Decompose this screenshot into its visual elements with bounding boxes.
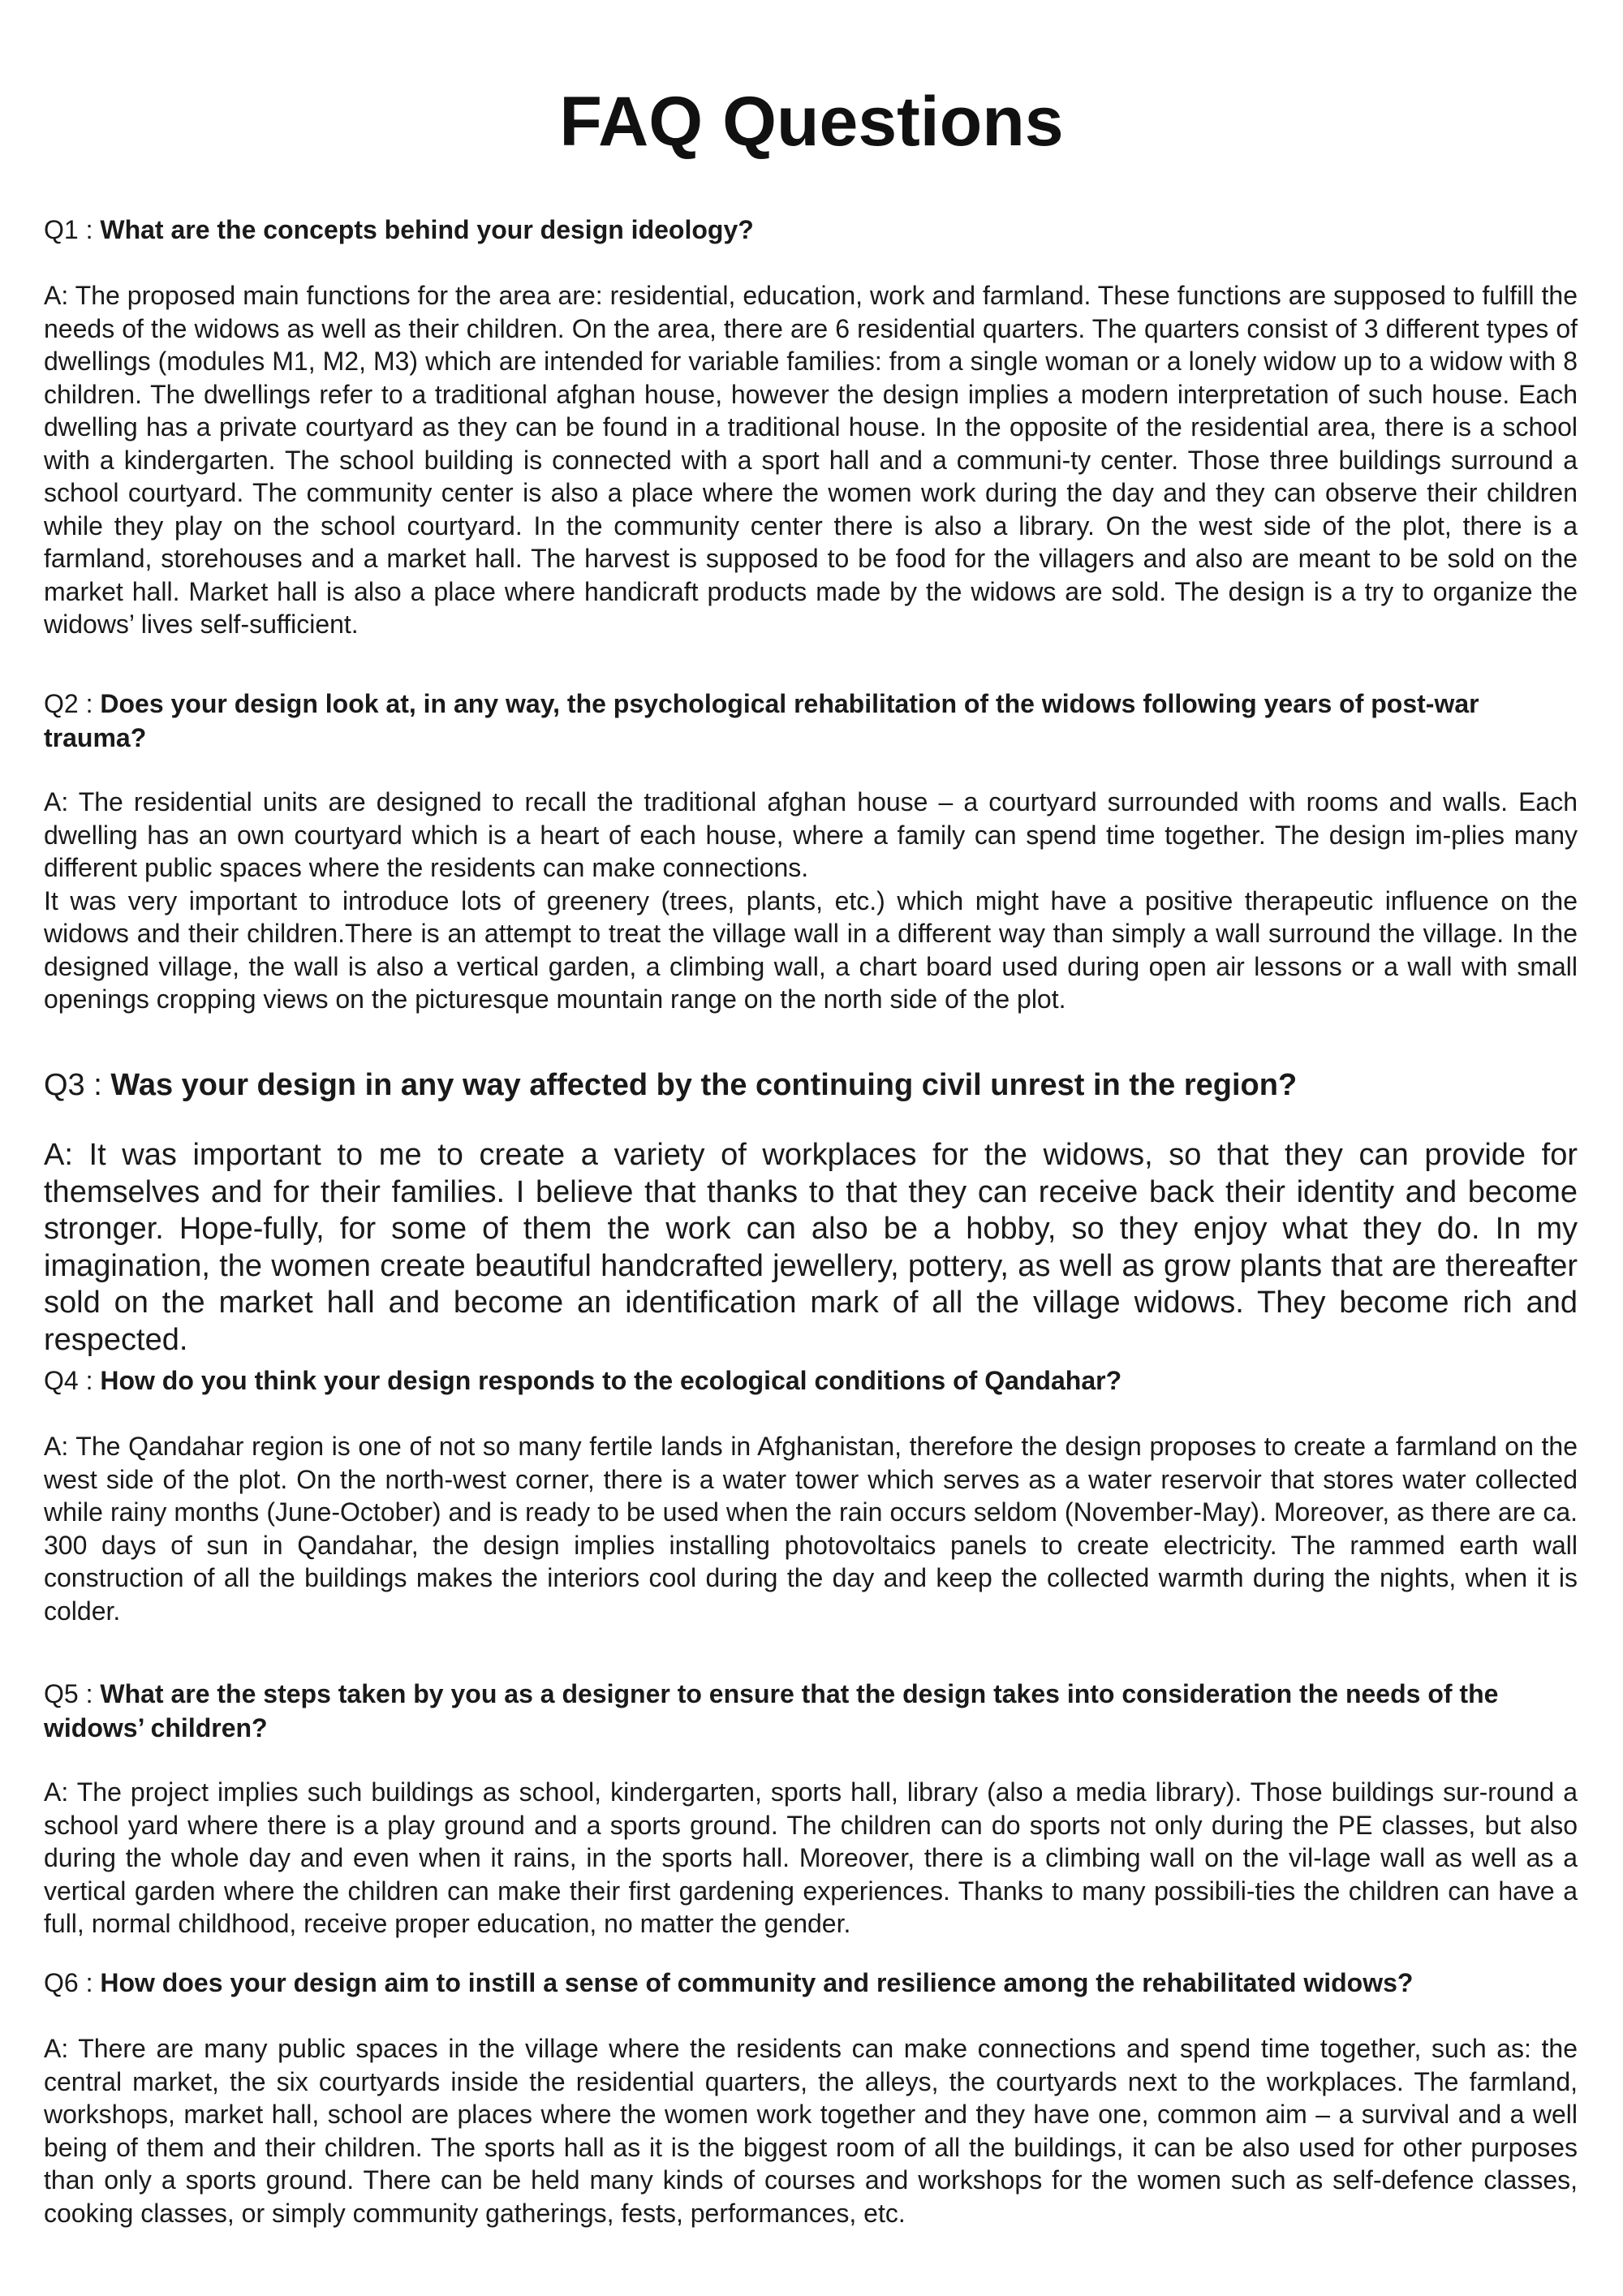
- answer-paragraph: A: The residential units are designed to recall the traditional afghan house – a courtyard surrounded with rooms and walls. Each dwelling has an own courtyard which is a heart of each house, where a family can spend time together. The design im-plies many different public spaces where the residents can make connections.: [44, 787, 1578, 882]
- answer-paragraph: A: The project implies such buildings as school, kindergarten, sports hall, library (also a media library). Those buildings sur-round a school yard where there is a play ground and a sports ground. The children can do sports not only during the PE classes, but also during the whole day and even when it rains, in the sports hall. Moreover, there is a climbing wall on the vil-lage wall as well as a vertical garden where the children can make their first gardening experiences. Thanks to many possibili-ties the children can have a full, normal childhood, receive proper education, no matter the gender.: [44, 1777, 1578, 1938]
- question-number: Q3 :: [44, 1068, 111, 1102]
- answer-paragraph: A: The proposed main functions for the area are: residential, education, work and farmland. These functions are supposed to fulfill the needs of the widows as well as their children. On the area, there are 6 residential quarters. The quarters consist of 3 different types of dwellings (modules M1, M2, M3) which are intended for variable families: from a single woman or a lonely widow up to a widow with 8 children. The dwellings refer to a traditional afghan house, however the design implies a modern interpretation of such house. Each dwelling has a private courtyard as they can be found in a traditional house. In the opposite of the residential area, there is a school with a kindergarten. The school building is connected with a sport hall and a communi-ty center. Those three buildings surround a school courtyard. The community center is also a place where the women work during the day and they can observe their children while they play on the school courtyard. In the community center there is also a library. On the west side of the plot, there is a farmland, storehouses and a market hall. The harvest is supposed to be food for the villagers and also are meant to be sold on the market hall. Market hall is also a place where handicraft products made by the widows are sold. The design is a try to organize the widows’ lives self-sufficient.: [44, 281, 1578, 639]
- question: [44, 213, 1578, 247]
- answer-paragraph: A: It was important to me to create a variety of workplaces for the widows, so that they can provide for themselves and for their families. I believe that thanks to that they can receive back their identity and become stronger. Hope-fully, for some of them the work can also be a hobby, so they enjoy what they do. In my imagination, the women create beautiful handcrafted jewellery, pottery, as well as grow plants that are thereafter sold on the market hall and become an identification mark of all the village widows. They become rich and respected.: [44, 1138, 1578, 1357]
- question: [44, 687, 1578, 755]
- question-number: Q6 :: [44, 1968, 101, 1997]
- question-text: Does your design look at, in any way, the psychological rehabilitation of the widows following years of post-war trauma?: [44, 689, 1479, 752]
- faq-item-q1: [44, 213, 1578, 641]
- question-text: What are the steps taken by you as a designer to ensure that the design takes into consideration the needs of the widows’ children?: [44, 1679, 1499, 1742]
- question-number: Q2 :: [44, 689, 101, 718]
- answer-paragraph: A: There are many public spaces in the village where the residents can make connections and spend time together, such as: the central market, the six courtyards inside the residential quarters, the alleys, the courtyards next to the workplaces. The farmland, workshops, market hall, school are places where the women work together and they have one, common aim – a survival and a well being of them and their children. The sports hall as it is the biggest room of all the buildings, it can be also used for other purposes than only a sports ground. There can be held many kinds of courses and workshops for the women such as self-defence classes, cooking classes, or simply community gatherings, fests, performances, etc.: [44, 2034, 1578, 2228]
- answer-paragraph: It was very important to introduce lots of greenery (trees, plants, etc.) which might have a positive therapeutic influence on the widows and their children.There is an attempt to treat the village wall in a different way than simply a wall surround the village. In the designed village, the wall is also a vertical garden, a climbing wall, a chart board used during open air lessons or a wall with small openings cropping views on the picturesque mountain range on the north side of the plot.: [44, 885, 1578, 1014]
- faq-item-q5: [44, 1677, 1578, 1941]
- question: [44, 1066, 1578, 1105]
- question-text: Was your design in any way affected by the continuing civil unrest in the region?: [110, 1068, 1298, 1102]
- faq-item-q4: [44, 1363, 1578, 1627]
- faq-item-q6: [44, 1966, 1578, 2229]
- question-number: Q4 :: [44, 1366, 101, 1395]
- question-text: What are the concepts behind your design ideology?: [100, 215, 754, 244]
- question-text: How does your design aim to instill a sense of community and resilience among the rehabilitated widows?: [100, 1968, 1414, 1997]
- question-number: Q5 :: [44, 1679, 101, 1708]
- question-number: Q1 :: [44, 215, 101, 244]
- question: [44, 1677, 1578, 1745]
- page-title: FAQ Questions: [559, 83, 1064, 161]
- faq-item-q2: [44, 687, 1578, 1016]
- faq-item-q3: [44, 1066, 1578, 1359]
- question-text: How do you think your design responds to the ecological conditions of Qandahar?: [100, 1366, 1122, 1395]
- question: [44, 1363, 1578, 1398]
- question: [44, 1966, 1578, 2000]
- answer-paragraph: A: The Qandahar region is one of not so many fertile lands in Afghanistan, therefore the design proposes to create a farmland on the west side of the plot. On the north-west corner, there is a water tower which serves as a water reservoir that stores water collected while rainy months (June-October) and is ready to be used when the rain occurs seldom (November-May). Moreover, as there are ca. 300 days of sun in Qandahar, the design implies installing photovoltaics panels to create electricity. The rammed earth wall construction of all the buildings makes the interiors cool during the day and keep the collected warmth during the nights, when it is colder.: [44, 1432, 1578, 1626]
